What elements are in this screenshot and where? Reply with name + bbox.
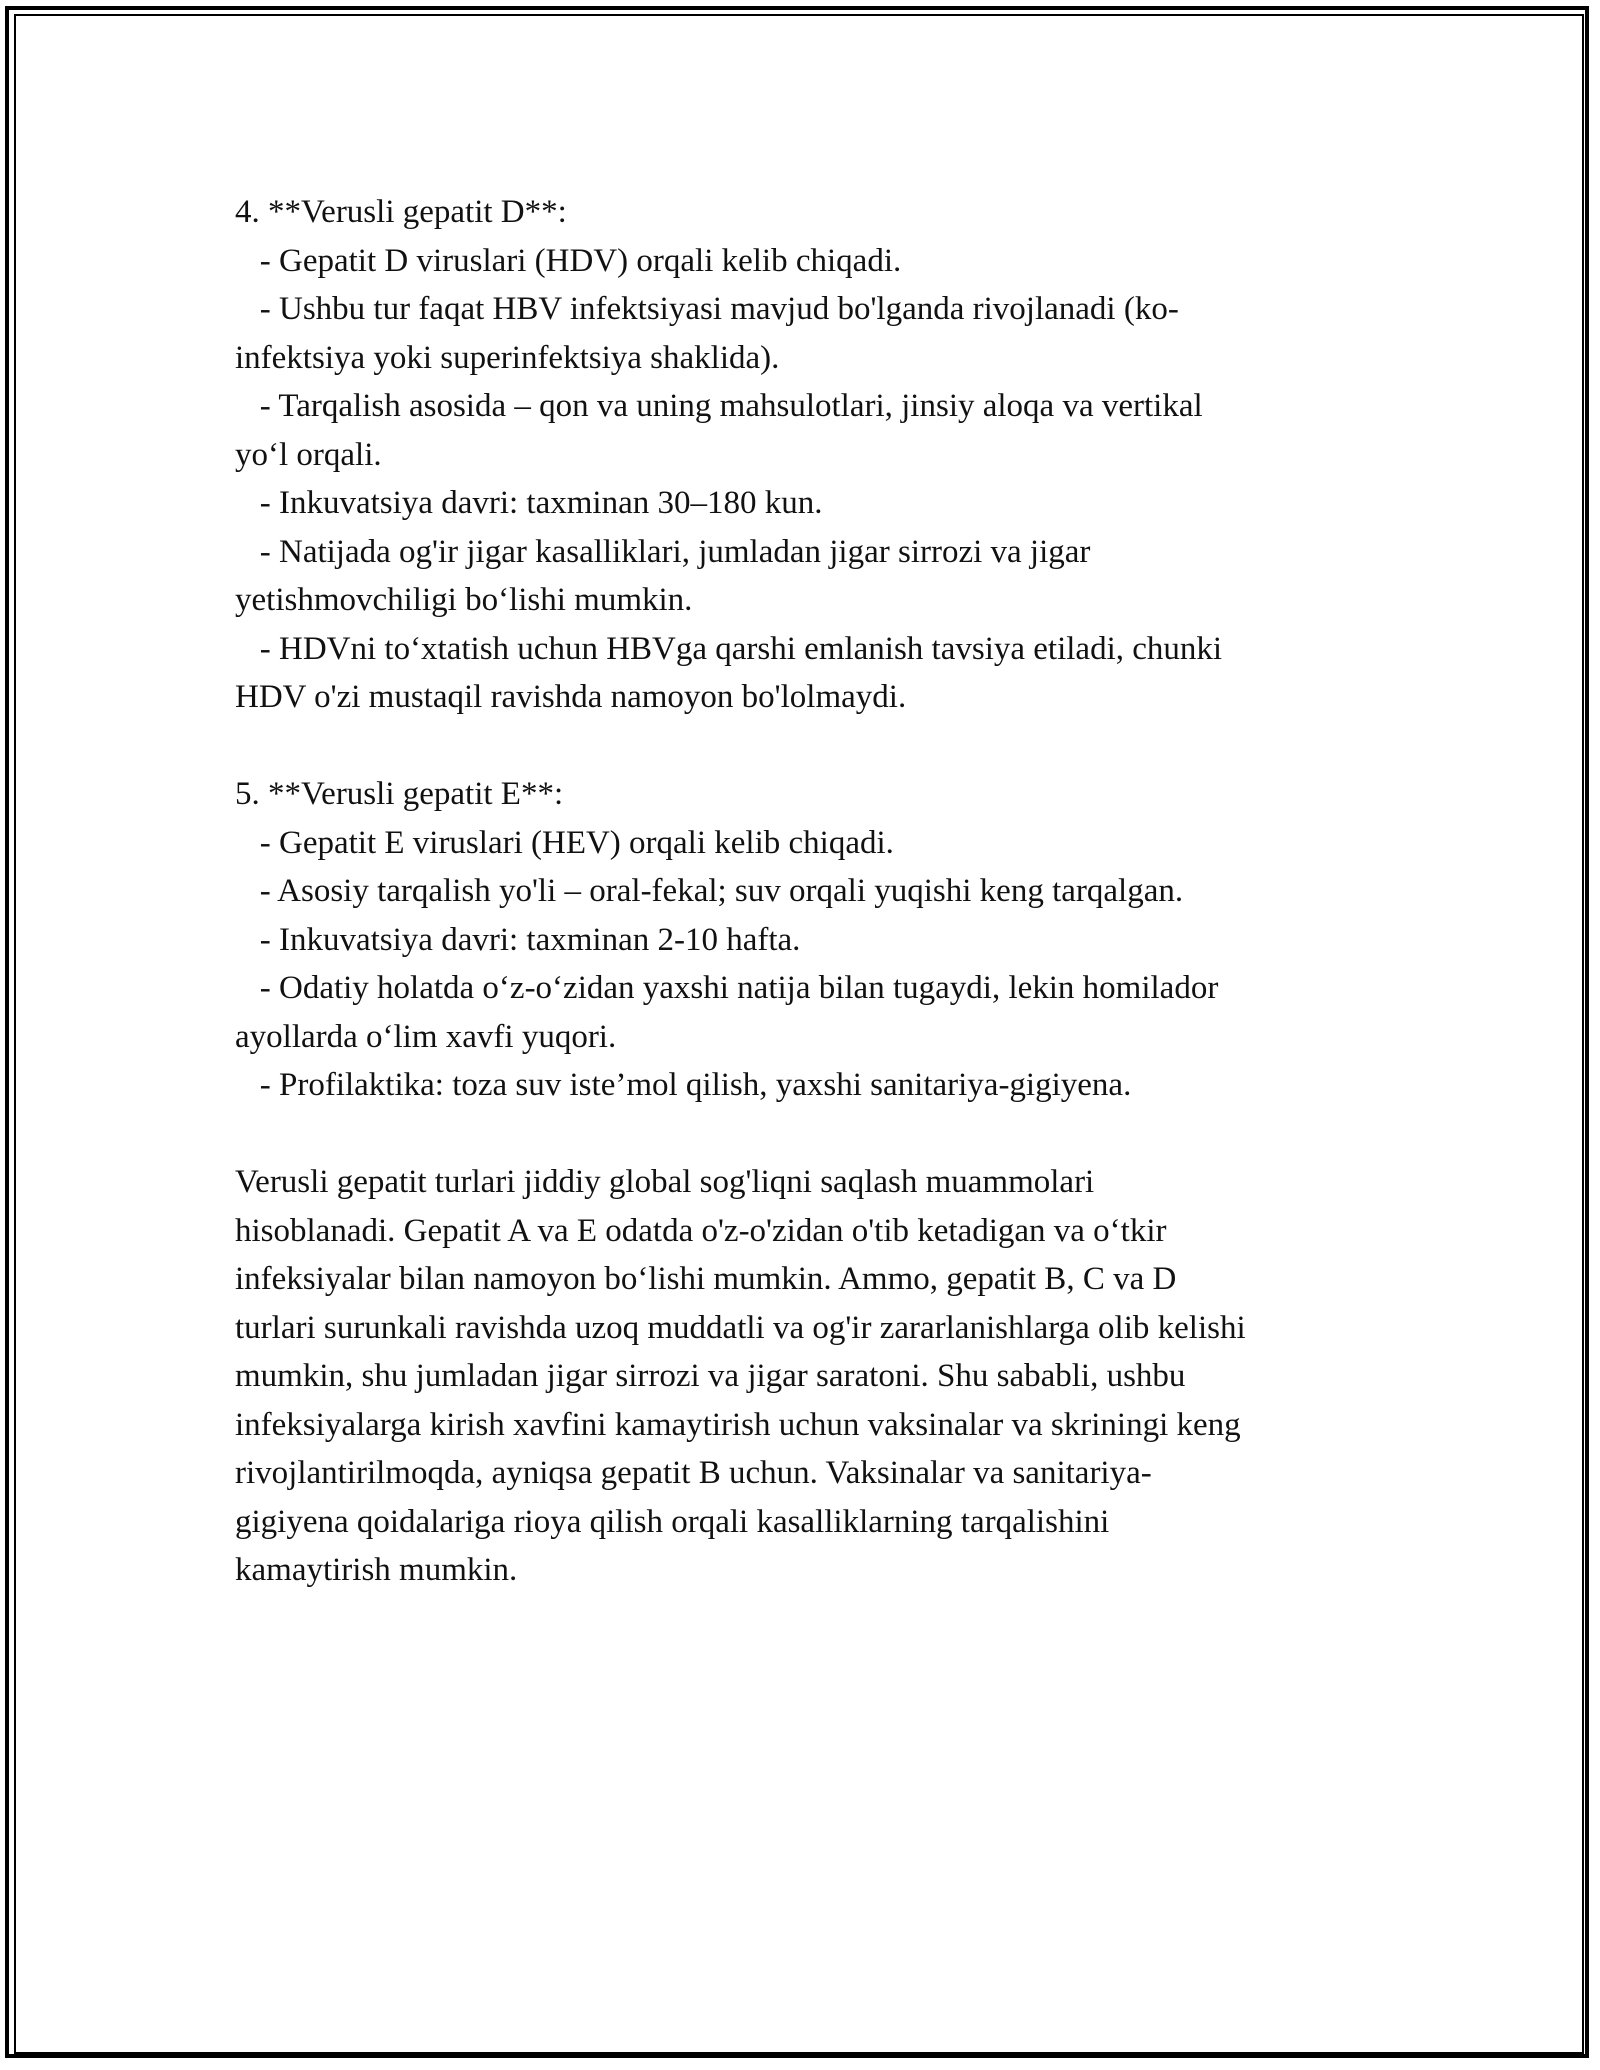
paragraph-spacer — [235, 1110, 1375, 1159]
text-line: - Asosiy tarqalish yo'li – oral-fekal; suv orqali yuqishi keng tarqalgan. — [235, 873, 1184, 909]
text-line: kamaytirish mumkin. — [235, 1552, 518, 1588]
text-line: - Ushbu tur faqat HBV infektsiyasi mavjud bo'lganda rivojlanadi (ko- — [235, 291, 1179, 327]
section-heading: 4. **Verusli gepatit D**: — [235, 194, 567, 230]
text-line: - Gepatit E viruslari (HEV) orqali kelib chiqadi. — [235, 824, 894, 861]
document-body — [235, 188, 1375, 1595]
text-line: mumkin, shu jumladan jigar sirrozi va jigar saratoni. Shu sababli, ushbu — [235, 1358, 1186, 1394]
text-line: - Inkuvatsiya davri: taxminan 30–180 kun. — [235, 485, 823, 521]
text-line: - Inkuvatsiya davri: taxminan 2-10 hafta. — [235, 921, 801, 958]
text-line: rivojlantirilmoqda, ayniqsa gepatit B uchun. Vaksinalar va sanitariya- — [235, 1455, 1152, 1491]
paragraph-spacer — [235, 722, 1375, 771]
text-line: Verusli gepatit turlari jiddiy global sog'liqni saqlash muammolari — [235, 1164, 1095, 1200]
conclusion-paragraph — [235, 1158, 1375, 1595]
text-line: yetishmovchiligi bo‘lishi mumkin. — [235, 582, 693, 618]
text-line: - Gepatit D viruslari (HDV) orqali kelib chiqadi. — [235, 242, 902, 279]
text-line: - Natijada og'ir jigar kasalliklari, jumladan jigar sirrozi va jigar — [235, 533, 1091, 570]
text-line: turlari surunkali ravishda uzoq muddatli va og'ir zararlanishlarga olib kelishi — [235, 1309, 1246, 1346]
text-line: yo‘l orqali. — [235, 436, 382, 473]
text-line: ayollarda o‘lim xavfi yuqori. — [235, 1018, 617, 1055]
text-line: - Tarqalish asosida – qon va uning mahsulotlari, jinsiy aloqa va vertikal — [235, 388, 1203, 424]
text-line: - Odatiy holatda o‘z-o‘zidan yaxshi natija bilan tugaydi, lekin homilador — [235, 970, 1219, 1006]
section-hepatitis-e — [235, 770, 1375, 1110]
text-line: gigiyena qoidalariga rioya qilish orqali kasalliklarning tarqalishini — [235, 1503, 1110, 1540]
text-line: - Profilaktika: toza suv iste’mol qilish, yaxshi sanitariya-gigiyena. — [235, 1067, 1132, 1103]
text-line: - HDVni to‘xtatish uchun HBVga qarshi emlanish tavsiya etiladi, chunki — [235, 630, 1223, 667]
section-hepatitis-d — [235, 188, 1375, 722]
section-heading: 5. **Verusli gepatit E**: — [235, 776, 564, 812]
text-line: hisoblanadi. Gepatit A va E odatda o'z-o'zidan o'tib ketadigan va o‘tkir — [235, 1212, 1167, 1249]
text-line: infeksiyalar bilan namoyon bo‘lishi mumkin. Ammo, gepatit B, C va D — [235, 1261, 1177, 1297]
text-line: HDV o'zi mustaqil ravishda namoyon bo'lolmaydi. — [235, 679, 907, 715]
text-line: infektsiya yoki superinfektsiya shaklida). — [235, 339, 780, 376]
text-line: infeksiyalarga kirish xavfini kamaytirish uchun vaksinalar va skriningi keng — [235, 1406, 1241, 1443]
